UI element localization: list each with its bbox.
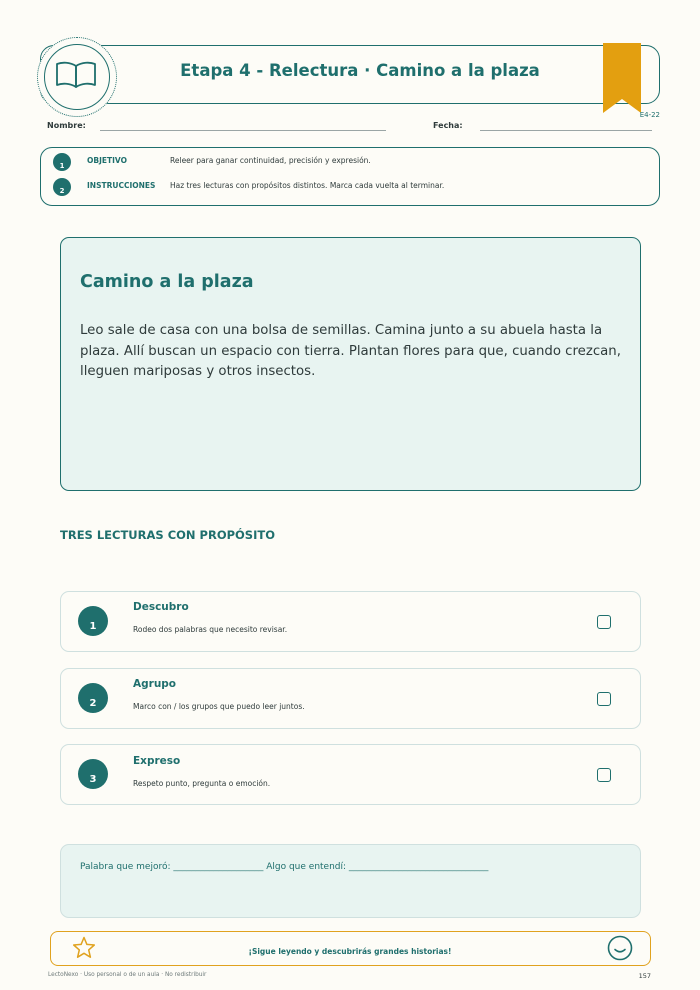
name-field-line[interactable] xyxy=(100,130,386,131)
page-number: 157 xyxy=(638,972,651,980)
step-title-descubro: Descubro xyxy=(133,601,189,613)
date-label: Fecha: xyxy=(433,121,463,130)
section-title: TRES LECTURAS CON PROPÓSITO xyxy=(60,528,275,542)
step-desc-agrupo: Marco con / los grupos que puedo leer juntos. xyxy=(133,702,305,711)
instructions-number-badge: 2 xyxy=(53,178,71,196)
footer-copyright: LectoNexo · Uso personal o de un aula · No redistribuir xyxy=(48,972,207,978)
book-icon xyxy=(54,60,98,90)
step-number-2: 2 xyxy=(78,683,108,713)
smiley-icon xyxy=(607,935,633,961)
reflection-prompt[interactable]: Palabra que mejoró: ____________________ Algo que entendí: _______________________________ xyxy=(80,862,489,872)
step-card-expreso xyxy=(60,744,641,805)
step-number-3: 3 xyxy=(78,759,108,789)
reading-text: Leo sale de casa con una bolsa de semillas. Camina junto a su abuela hasta la plaza. Allí buscan un espacio con tierra. Plantan flores para que, cuando crezcan, lleguen mariposas y otros insectos. xyxy=(80,323,621,379)
worksheet-code: E4-22 xyxy=(639,111,660,119)
banner-text: ¡Sigue leyendo y descubrirás grandes historias! xyxy=(248,947,452,956)
objective-label: OBJETIVO xyxy=(87,156,127,165)
step-checkbox-expreso[interactable] xyxy=(597,768,611,782)
objective-number-badge: 1 xyxy=(53,153,71,171)
step-number-1: 1 xyxy=(78,606,108,636)
step-desc-expreso: Respeto punto, pregunta o emoción. xyxy=(133,779,271,788)
step-title-agrupo: Agrupo xyxy=(133,678,177,690)
page-title: Etapa 4 - Relectura · Camino a la plaza xyxy=(180,61,540,80)
date-field-line[interactable] xyxy=(480,130,652,131)
step-desc-descubro: Rodeo dos palabras que necesito revisar. xyxy=(133,625,288,634)
star-icon xyxy=(72,936,96,959)
objective-text: Releer para ganar continuidad, precisión y expresión. xyxy=(170,156,371,165)
reading-title: Camino a la plaza xyxy=(80,272,254,292)
instructions-label: INSTRUCCIONES xyxy=(87,181,156,190)
reflection-box xyxy=(60,844,641,918)
step-checkbox-descubro[interactable] xyxy=(597,615,611,629)
instructions-text: Haz tres lecturas con propósitos distintos. Marca cada vuelta al terminar. xyxy=(170,181,445,190)
step-title-expreso: Expreso xyxy=(133,755,181,767)
step-checkbox-agrupo[interactable] xyxy=(597,692,611,706)
name-label: Nombre: xyxy=(47,121,86,130)
bookmark-ribbon-icon xyxy=(603,43,641,113)
